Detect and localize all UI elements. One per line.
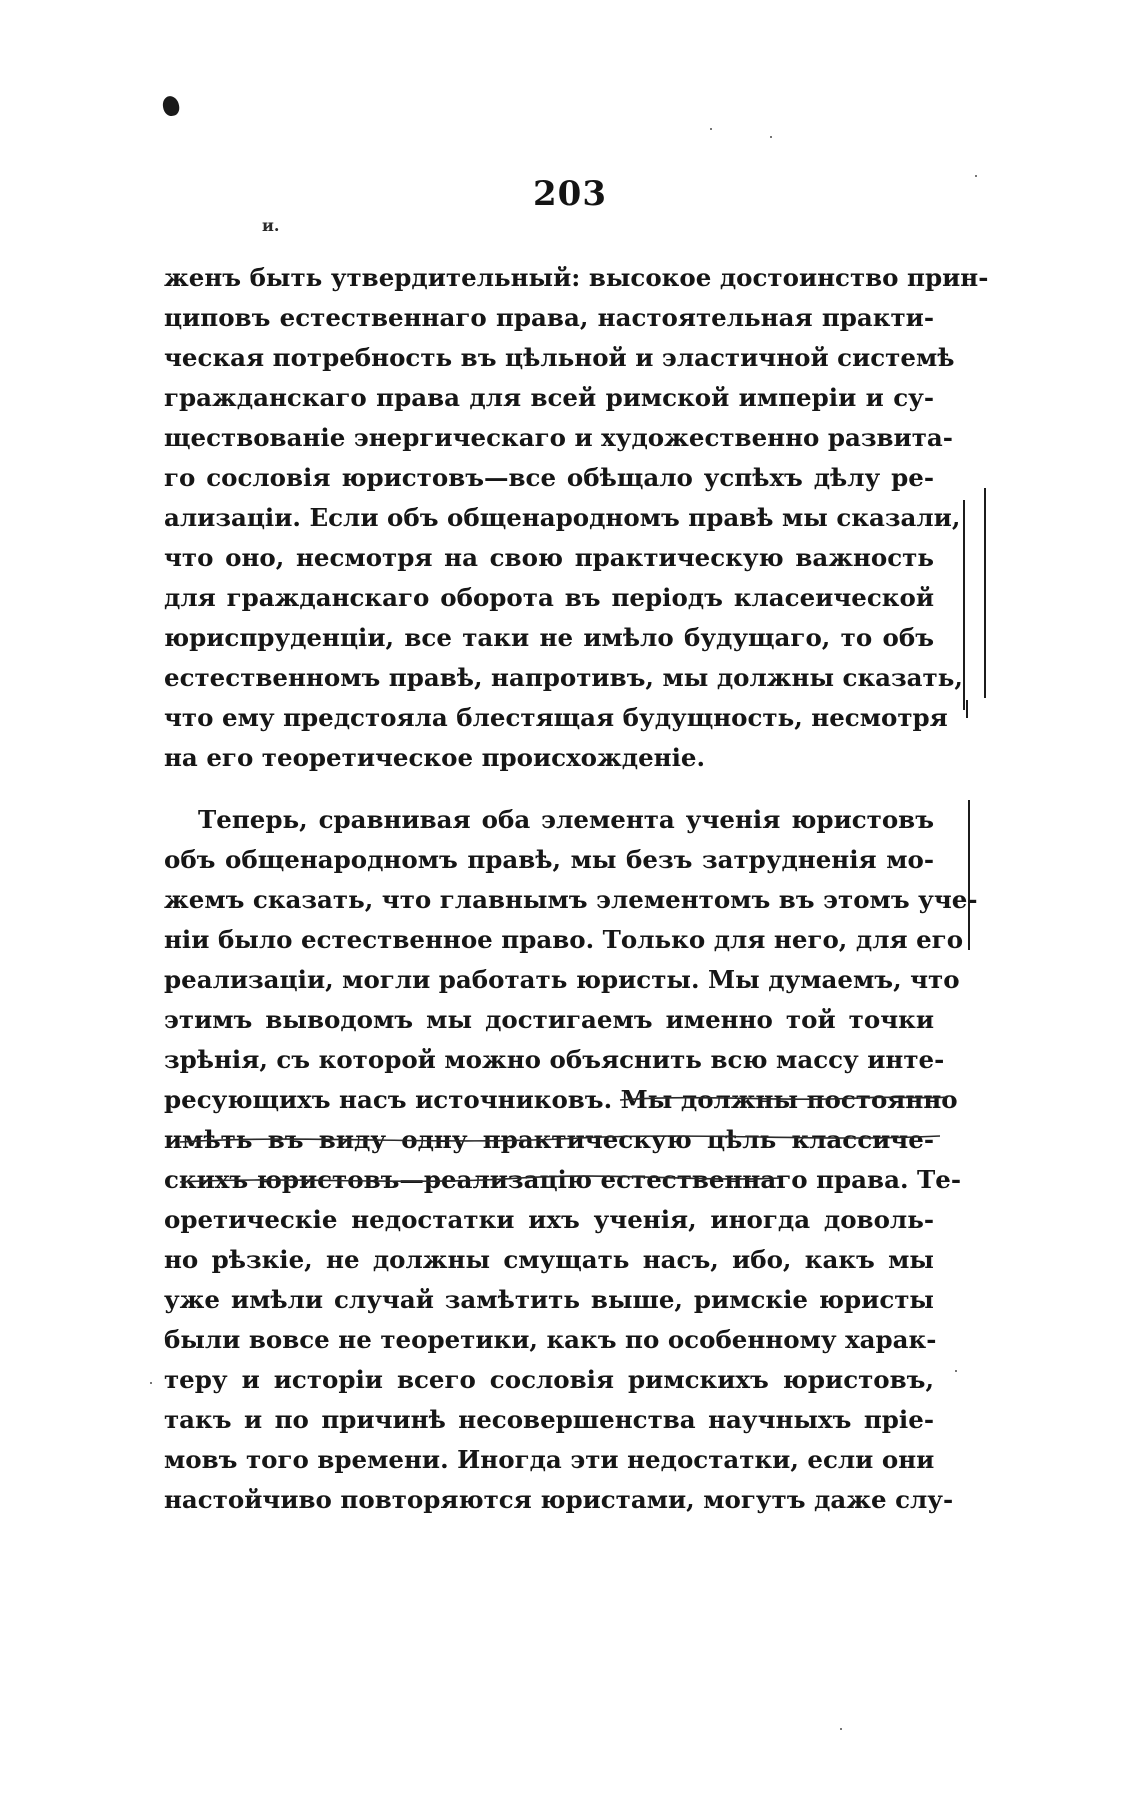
page-number: 203 [533, 174, 607, 214]
text-line: были вовсе не теоретики, какъ по особенному харак- [164, 1325, 937, 1354]
text-line: ализаціи. Если объ общенародномъ правѣ мы сказали, [164, 503, 961, 532]
header-mark: и. [262, 216, 280, 235]
text-line: гражданскаго права для всей римской имперіи и су- [164, 383, 934, 412]
text-line: объ общенародномъ правѣ, мы безъ затрудненія мо- [164, 845, 934, 874]
underline-stroke [620, 1097, 948, 1100]
paper-speck [955, 1370, 957, 1372]
text-line: уже имѣли случай замѣтить выше, римскіе юристы [164, 1285, 934, 1314]
text-line: женъ быть утвердительный: высокое достоинство прин- [164, 263, 989, 292]
text-line: юриспруденціи, все таки не имѣло будущаго, то объ [164, 623, 934, 652]
margin-annotation-line [968, 800, 970, 950]
text-line: Теперь, сравнивая оба элемента ученія юристовъ [198, 805, 934, 834]
margin-annotation-line [963, 500, 965, 710]
text-line: скихъ юристовъ—реализацію естественнаго права. Те- [164, 1165, 961, 1194]
text-line: реализаціи, могли работать юристы. Мы думаемъ, что [164, 965, 960, 994]
text-line: такъ и по причинѣ несовершенства научныхъ пріе- [164, 1405, 934, 1434]
text-line: зрѣнія, съ которой можно объяснить всю массу инте- [164, 1045, 945, 1074]
text-line: на его теоретическое происхожденіе. [164, 743, 706, 772]
text-line: теру и исторіи всего сословія римскихъ юристовъ, [164, 1365, 934, 1394]
text-line: но рѣзкіе, не должны смущать насъ, ибо, какъ мы [164, 1245, 934, 1274]
paper-speck [710, 128, 712, 130]
text-line: ческая потребность въ цѣльной и эластичной системѣ [164, 343, 955, 372]
underline-stroke [180, 1136, 940, 1142]
text-line: что оно, несмотря на свою практическую важность [164, 543, 934, 572]
text-line: что ему предстояла блестящая будущность, несмотря [164, 703, 948, 732]
text-line: оретическіе недостатки ихъ ученія, иногда доволь- [164, 1205, 934, 1234]
text-line: этимъ выводомъ мы достигаемъ именно той точки [164, 1005, 934, 1034]
text-line: естественномъ правѣ, напротивъ, мы должны сказать, [164, 663, 963, 692]
paper-speck [840, 1728, 842, 1730]
text-line: имѣть въ виду одну практическую цѣль классиче- [164, 1125, 934, 1154]
paper-speck [975, 175, 977, 177]
text-line: го сословія юристовъ—все обѣщало успѣхъ дѣлу ре- [164, 463, 934, 492]
margin-annotation-line [984, 488, 986, 698]
paragraph-1 [164, 258, 989, 778]
underline-stroke [180, 1176, 780, 1182]
text-line: жемъ сказать, что главнымъ элементомъ въ этомъ уче- [164, 885, 978, 914]
text-line: ресующихъ насъ источниковъ. Мы должны постоянно [164, 1085, 958, 1114]
text-line: настойчиво повторяются юристами, могутъ даже слу- [164, 1485, 954, 1514]
margin-annotation-line [966, 700, 968, 718]
ink-blot [161, 95, 180, 117]
text-line: мовъ того времени. Иногда эти недостатки, если они [164, 1445, 935, 1474]
text-line: циповъ естественнаго права, настоятельная практи- [164, 303, 934, 332]
text-line: ніи было естественное право. Только для него, для его [164, 925, 964, 954]
text-line: ществованіе энергическаго и художественно развита- [164, 423, 953, 452]
handwritten-underline [180, 1090, 950, 1220]
paper-speck [150, 1382, 152, 1384]
paper-speck [770, 136, 772, 138]
text-line: для гражданскаго оборота въ періодъ класеической [164, 583, 934, 612]
